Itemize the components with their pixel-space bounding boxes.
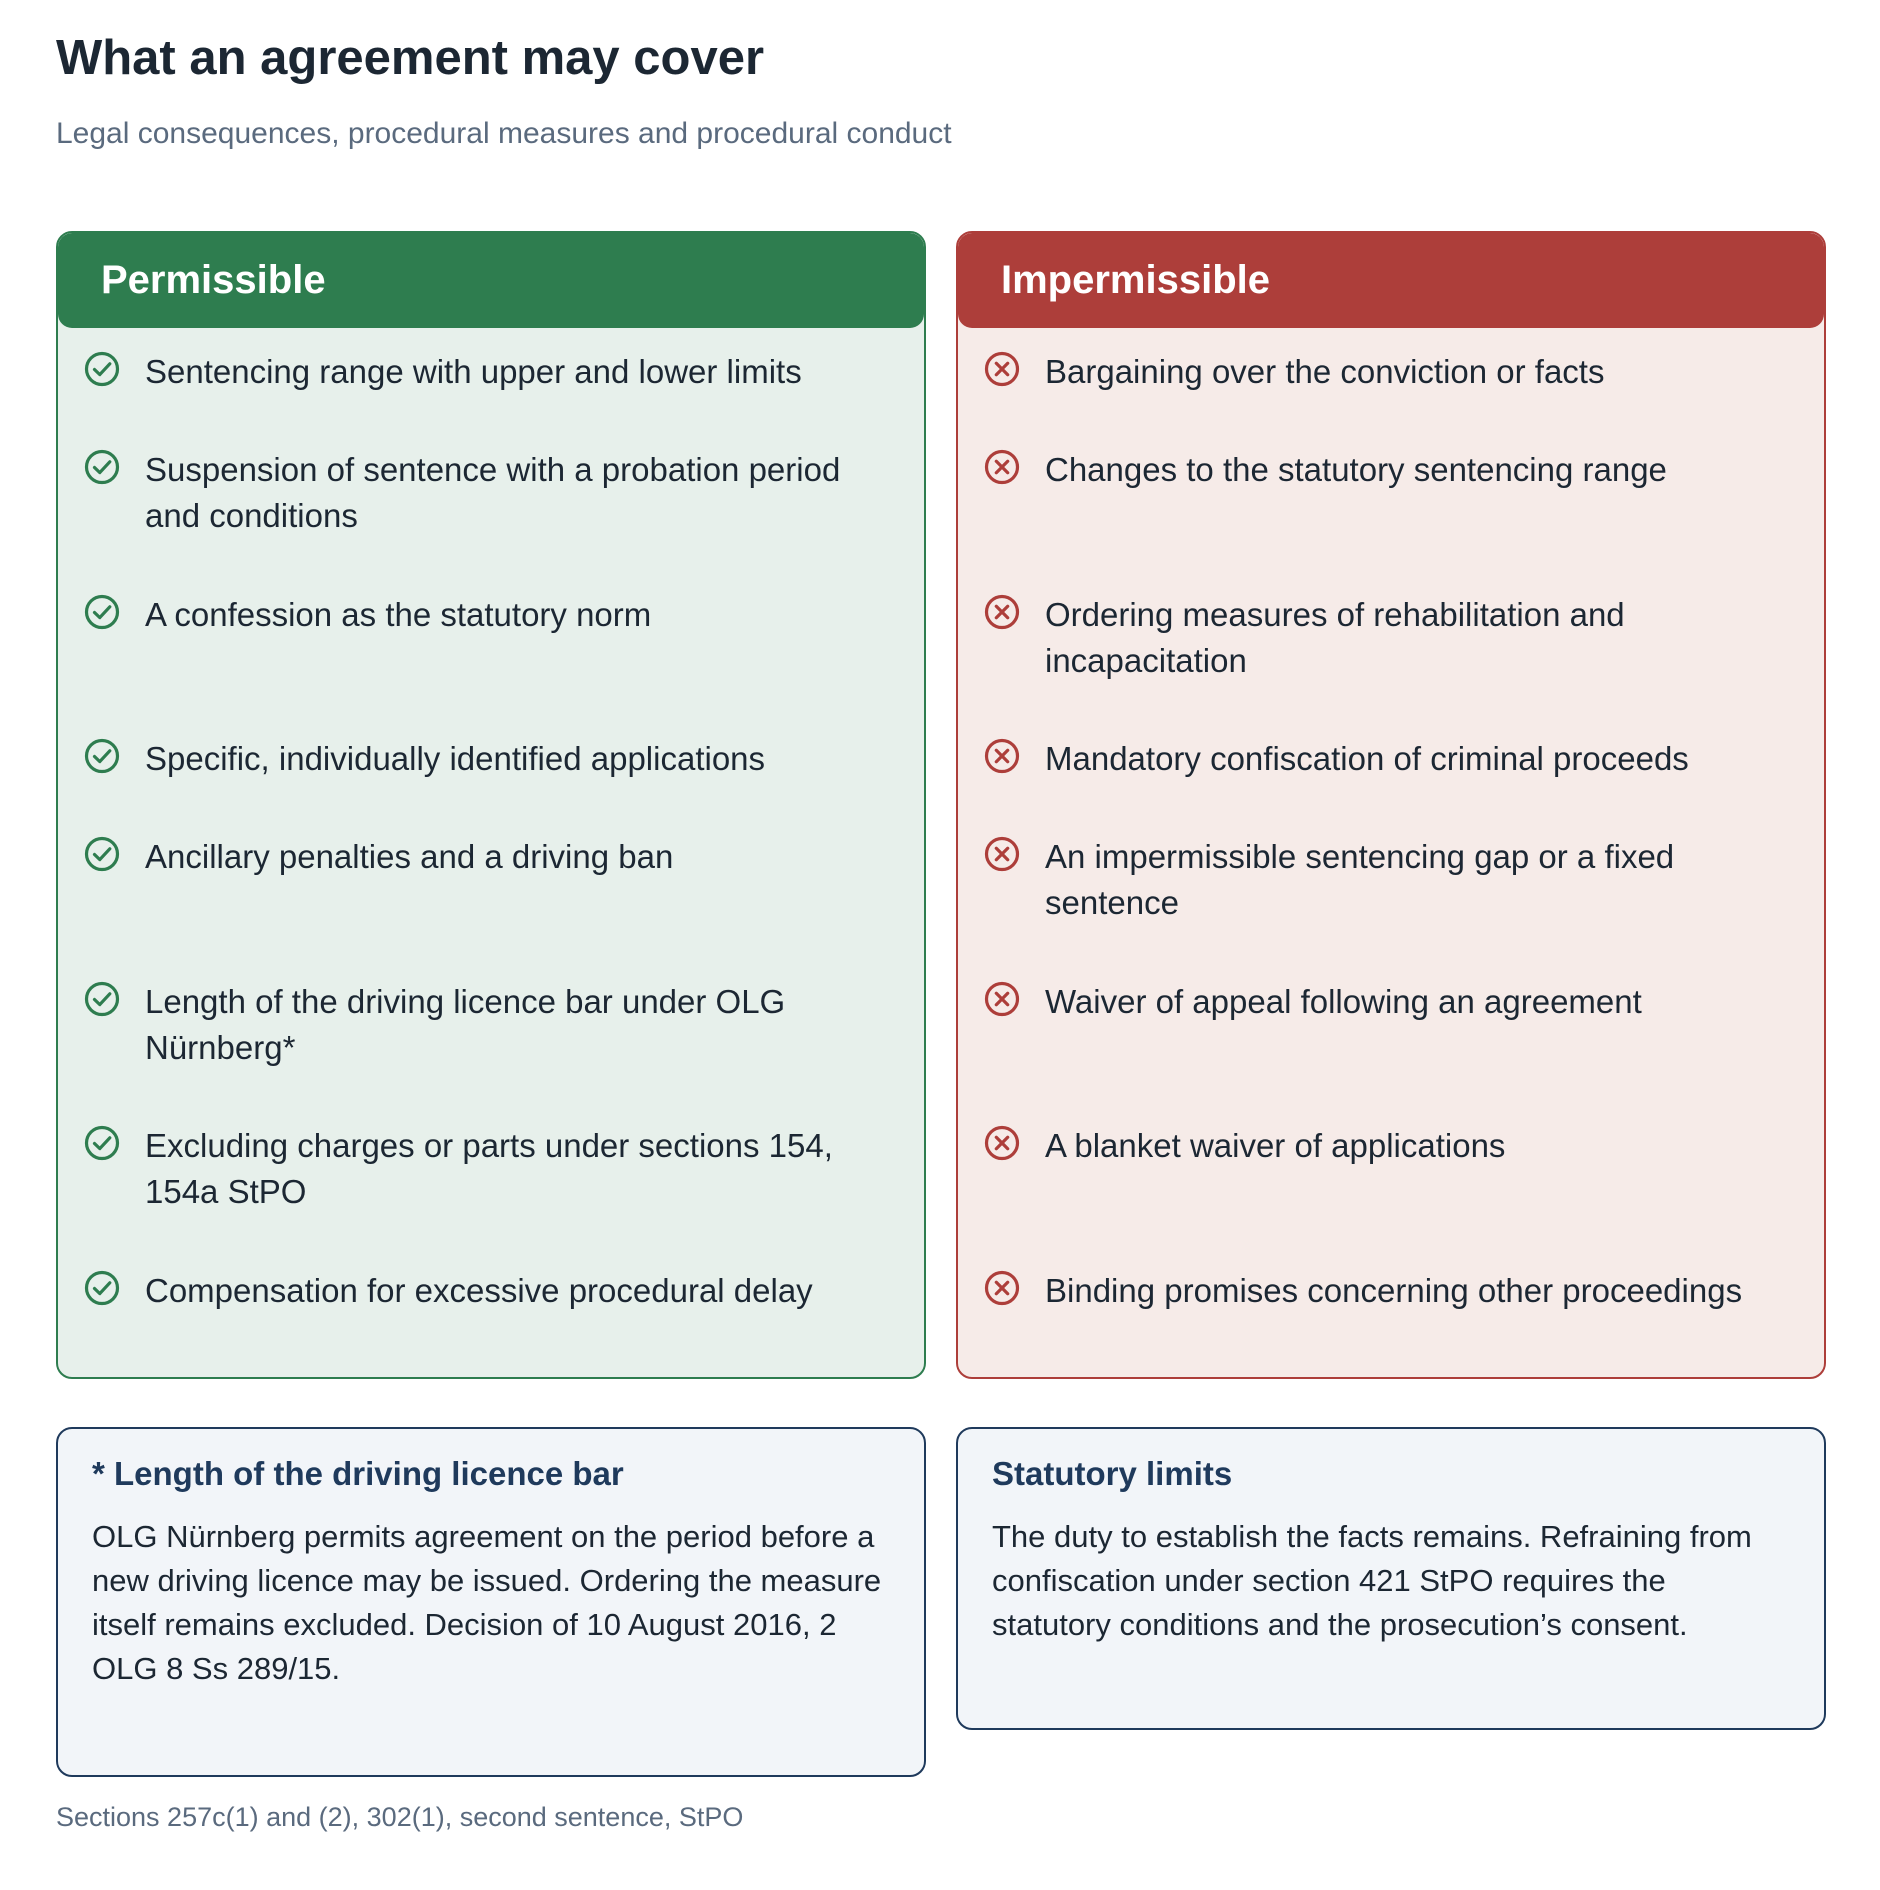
check-circle-icon	[84, 738, 120, 774]
check-circle-icon	[84, 1270, 120, 1306]
impermissible-item-text: An impermissible sentencing gap or a fixed sentence	[1045, 838, 1675, 921]
licence-note	[56, 1427, 926, 1777]
statutory-limits-note	[956, 1427, 1826, 1730]
x-circle-icon	[984, 449, 1020, 485]
permissible-item-text: Length of the driving licence bar under OLG Nürnberg*	[145, 983, 786, 1066]
page-title: What an agreement may cover	[56, 31, 765, 85]
x-circle-icon	[984, 836, 1020, 872]
x-circle-icon	[984, 738, 1020, 774]
statutory-limits-title: Statutory limits	[992, 1455, 1233, 1492]
statutory-limits-body: The duty to establish the facts remains. Refraining from confiscation under section 421 StPO requires the statutory conditions and the prosecution’s consent.	[992, 1519, 1752, 1642]
check-circle-icon	[84, 594, 120, 630]
impermissible-item-text: Bargaining over the conviction or facts	[1045, 353, 1605, 390]
permissible-item-text: Compensation for excessive procedural delay	[145, 1272, 813, 1309]
x-circle-icon	[984, 351, 1020, 387]
impermissible-item-text: A blanket waiver of applications	[1045, 1127, 1506, 1164]
x-circle-icon	[984, 1125, 1020, 1161]
permissible-item-text: A confession as the statutory norm	[145, 596, 652, 633]
impermissible-item-text: Binding promises concerning other proceedings	[1045, 1272, 1743, 1309]
check-circle-icon	[84, 1125, 120, 1161]
page-subtitle: Legal consequences, procedural measures and procedural conduct	[56, 117, 952, 150]
impermissible-item-text: Changes to the statutory sentencing range	[1045, 451, 1667, 488]
check-circle-icon	[84, 981, 120, 1017]
permissible-item-text: Suspension of sentence with a probation period and conditions	[145, 451, 841, 534]
x-circle-icon	[984, 981, 1020, 1017]
permissible-item-text: Excluding charges or parts under sections 154, 154a StPO	[145, 1127, 833, 1210]
licence-note-body: OLG Nürnberg permits agreement on the period before a new driving licence may be issued. Ordering the measure itself remains excluded. Decision of 10 August 2016, 2 OLG 8 Ss 289/15.	[92, 1519, 882, 1686]
permissible-item-text: Ancillary penalties and a driving ban	[145, 838, 674, 875]
check-circle-icon	[84, 836, 120, 872]
impermissible-header: Impermissible	[958, 233, 1824, 328]
impermissible-item-text: Mandatory confiscation of criminal proceeds	[1045, 740, 1689, 777]
impermissible-item-text: Ordering measures of rehabilitation and incapacitation	[1045, 596, 1625, 679]
check-circle-icon	[84, 449, 120, 485]
impermissible-item-text: Waiver of appeal following an agreement	[1045, 983, 1642, 1020]
permissible-item-text: Specific, individually identified applications	[145, 740, 766, 777]
x-circle-icon	[984, 1270, 1020, 1306]
x-circle-icon	[984, 594, 1020, 630]
permissible-item-text: Sentencing range with upper and lower limits	[145, 353, 802, 390]
permissible-header: Permissible	[58, 233, 924, 328]
impermissible-panel	[956, 231, 1826, 1379]
permissible-panel	[56, 231, 926, 1379]
check-circle-icon	[84, 351, 120, 387]
footer-citation: Sections 257c(1) and (2), 302(1), second sentence, StPO	[56, 1802, 744, 1832]
licence-note-title: * Length of the driving licence bar	[92, 1455, 624, 1492]
